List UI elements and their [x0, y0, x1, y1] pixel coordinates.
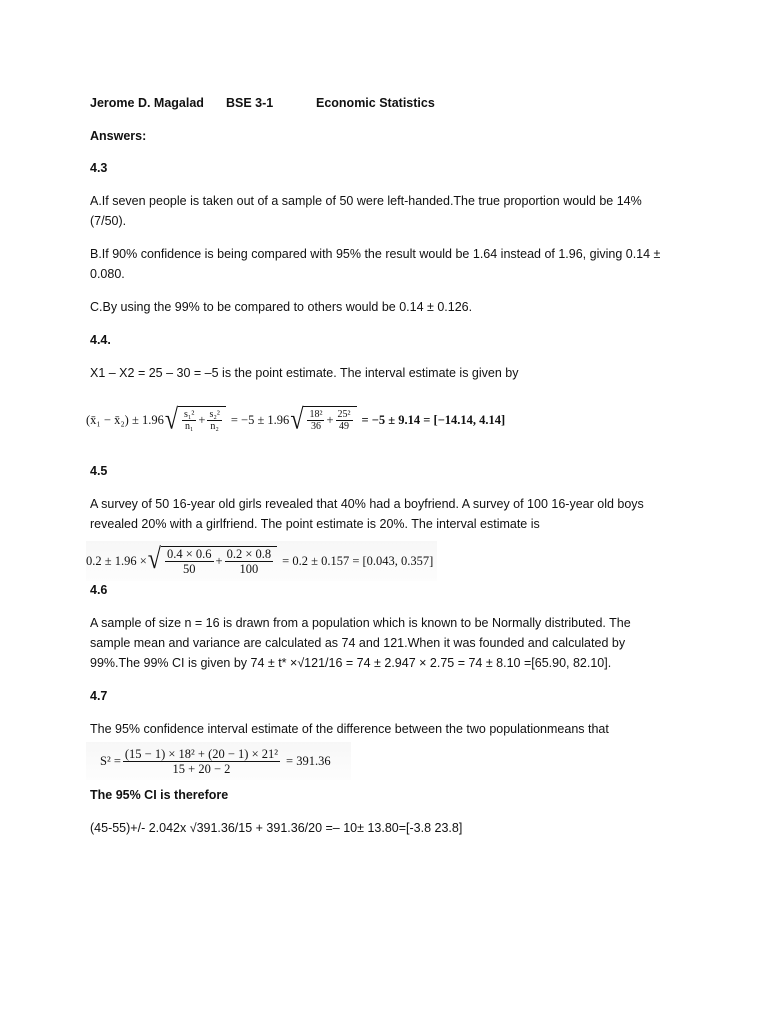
formula-4-4-sqrt-1: √ $\frac{\text{s₁²}}{\text{n₁}}$ + $\frac{\text{s₂²}}{\text{n₂}}$: [165, 406, 226, 434]
formula-4-5: [86, 541, 437, 581]
formula-4-4-s1: s₁²: [184, 409, 195, 420]
formula-4-7-num: (15 − 1) × 18² + (20 − 1) × 21²: [124, 746, 279, 761]
course-title: Economic Statistics: [316, 96, 435, 110]
answer-4-3-a-line1: A.If seven people is taken out of a sample of 50 were left-handed.The true proportion would be 14%: [90, 194, 642, 208]
answer-4-6-line3: 99%.The 99% CI is given by 74 ± t* ×√121/16 = 74 ± 2.947 × 2.75 = 74 ± 8.10 =[65.90, 82.10].: [90, 656, 612, 670]
ci-line-4-7: (45-55)+/- 2.042x √391.36/15 + 391.36/20 =– 10± 13.80=[-3.8 23.8]: [90, 821, 463, 835]
formula-4-7-rhs: = 391.36: [286, 753, 331, 768]
formula-4-4-mid: = −5 ± 1.96: [230, 412, 290, 427]
answers-label: Answers:: [90, 129, 147, 143]
formula-4-4-plus-1: +: [198, 413, 206, 427]
heading-4-7: 4.7: [90, 689, 108, 703]
answer-4-6-line2: sample mean and variance are calculated as 74 and 121.When it was founded and calculated by: [90, 636, 626, 650]
formula-4-7: [86, 742, 351, 780]
answer-4-4-line1: X1 – X2 = 25 – 30 = –5 is the point estimate. The interval estimate is given by: [90, 366, 519, 380]
formula-4-4-rhs: = −5 ± 9.14 = [−14.14, 4.14]: [361, 412, 506, 427]
heading-4-5: 4.5: [90, 464, 108, 478]
answer-4-3-b-line2: 0.080.: [90, 267, 125, 281]
document-header: [90, 94, 435, 112]
answer-4-7-line1: The 95% confidence interval estimate of the difference between the two populationmeans that: [90, 722, 609, 736]
formula-4-4-a-den: 36: [310, 421, 321, 432]
formula-4-5-a-num: 0.4 × 0.6: [166, 547, 212, 561]
answer-4-3-c-line1: C.By using the 99% to be compared to others would be 0.14 ± 0.126.: [90, 300, 473, 314]
formula-4-7-lhs: S² =: [100, 753, 121, 768]
formula-4-4-lhs: (x̄₁ − x̄₂) ± 1.96: [86, 412, 164, 427]
formula-4-4: [86, 400, 505, 440]
formula-4-4-n1: n₁: [184, 421, 194, 432]
formula-4-4-s2: s₂²: [209, 409, 220, 420]
answer-4-3-a-line2: (7/50).: [90, 214, 127, 228]
heading-4-3: 4.3: [90, 161, 108, 175]
answer-4-5-line1: A survey of 50 16-year old girls revealed that 40% had a boyfriend. A survey of 100 16-year old boys: [90, 497, 644, 511]
formula-4-4-a-num: 18²: [309, 409, 323, 420]
formula-4-7-den: 15 + 20 − 2: [172, 761, 231, 776]
formula-4-5-rhs: = 0.2 ± 0.157 = [0.043, 0.357]: [282, 553, 434, 568]
formula-4-5-a-den: 50: [183, 562, 196, 576]
formula-4-4-n2: n₂: [210, 421, 219, 432]
formula-4-5-sqrt: √ $\frac{0.4 \times 0.6}{50}$ + $\frac{0.2 \times 0.8}{100}$: [148, 546, 277, 576]
formula-4-5-plus: +: [215, 554, 223, 568]
answer-4-3-b-line1: B.If 90% confidence is being compared with 95% the result would be 1.64 instead of 1.96, giving 0.14 ±: [90, 247, 661, 261]
section-code: BSE 3-1: [226, 96, 274, 110]
heading-4-4: 4.4.: [90, 333, 111, 347]
answer-4-6-line1: A sample of size n = 16 is drawn from a population which is known to be Normally distributed. The: [90, 616, 631, 630]
formula-4-4-sqrt-2: √ $\frac{\text{18²}}{36}$ + $\frac{\text{25²}}{49}$: [290, 406, 356, 434]
formula-4-4-b-num: 25²: [337, 409, 351, 420]
formula-4-5-lhs: 0.2 ± 1.96 ×: [86, 553, 147, 568]
formula-4-5-b-num: 0.2 × 0.8: [226, 547, 272, 561]
formula-4-4-b-den: 49: [339, 421, 350, 432]
answer-4-5-line2: revealed 20% with a girlfriend. The point estimate is 20%. The interval estimate is: [90, 517, 540, 531]
formula-4-4-plus-2: +: [326, 413, 334, 427]
author-name: Jerome D. Magalad: [90, 96, 204, 110]
formula-4-5-b-den: 100: [239, 562, 259, 576]
ci-label-4-7: The 95% CI is therefore: [90, 788, 229, 802]
heading-4-6: 4.6: [90, 583, 108, 597]
